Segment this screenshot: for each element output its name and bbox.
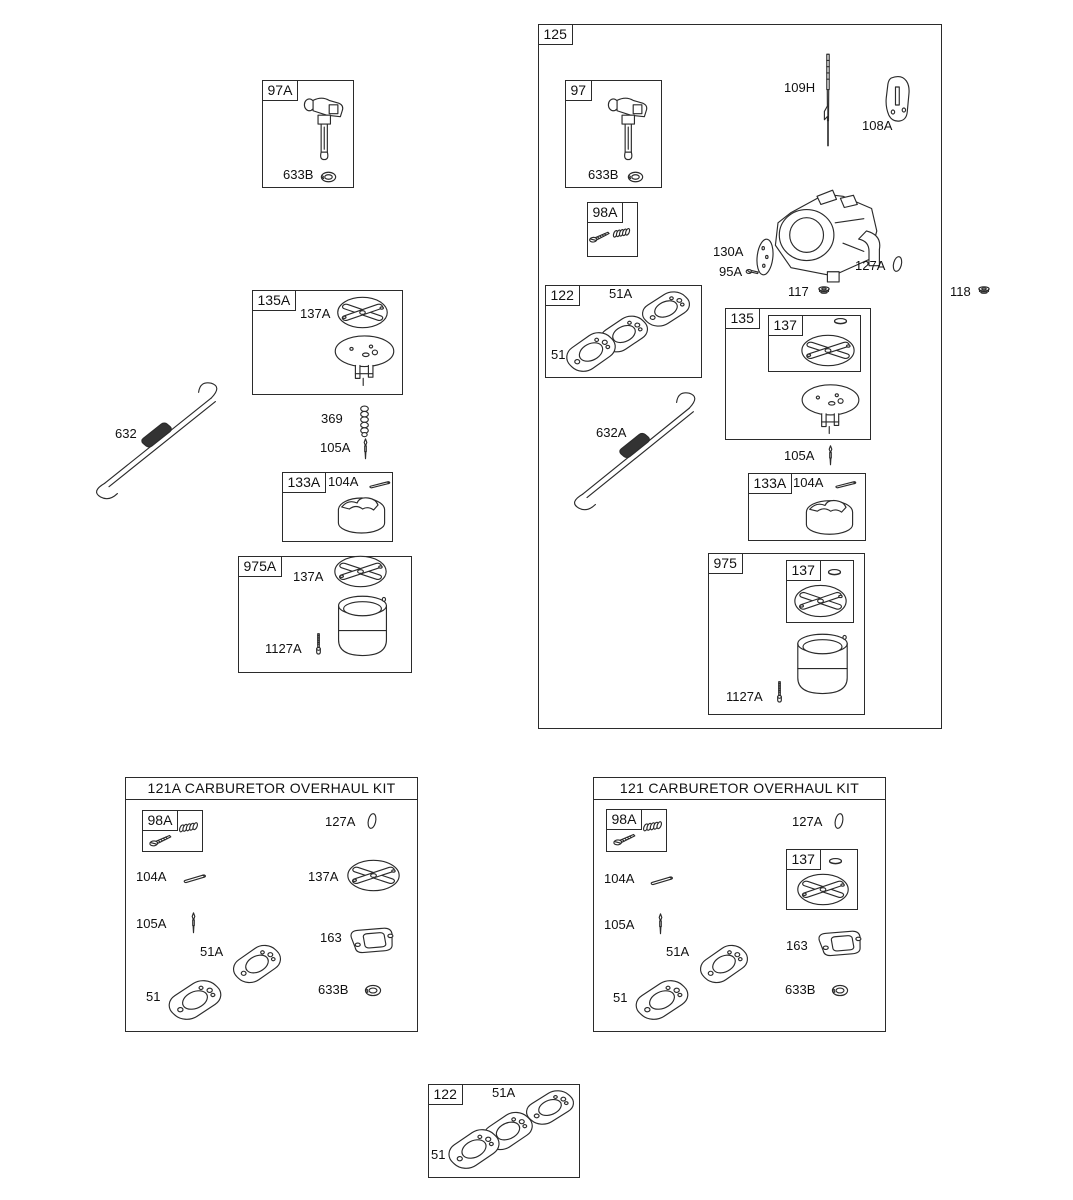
- pin-icon: [647, 871, 677, 891]
- needle-sm-icon: [824, 445, 837, 466]
- part-label-105A: 105A: [136, 916, 167, 931]
- screw-icon: [587, 227, 613, 246]
- part-label-369: 369: [321, 411, 343, 426]
- part-label-51: 51: [551, 347, 566, 362]
- o-ring-flat-icon: [833, 317, 848, 327]
- part-label-104A: 104A: [136, 869, 167, 884]
- part-label-105A: 105A: [320, 440, 351, 455]
- part-label-104A: 104A: [328, 474, 359, 489]
- screw-icon: [611, 829, 639, 849]
- gasket-icon: [560, 326, 622, 378]
- part-label-633B: 633B: [283, 167, 314, 182]
- part-label-163: 163: [320, 930, 342, 945]
- group-tab-98A: 98A: [142, 810, 179, 831]
- gasket-icon: [162, 974, 228, 1026]
- group-tab-137: 137: [786, 849, 821, 870]
- group-tab-98A: 98A: [587, 202, 624, 223]
- washer-icon: [364, 983, 382, 998]
- part-label-51A: 51A: [609, 286, 633, 301]
- part-label-137A: 137A: [293, 569, 324, 584]
- part-label-1127A: 1127A: [265, 641, 302, 656]
- group-tab-97A: 97A: [262, 80, 299, 101]
- gasket-icon: [442, 1123, 506, 1175]
- float-icon: [799, 379, 862, 437]
- needle-sm-icon: [359, 438, 372, 460]
- pin-icon: [180, 869, 210, 889]
- part-label-51A: 51A: [200, 944, 224, 959]
- group-tab-133A: 133A: [282, 472, 327, 493]
- part-label-127A: 127A: [855, 258, 886, 273]
- spring-sm-icon: [612, 225, 631, 242]
- part-label-51: 51: [146, 989, 161, 1004]
- group-tab-97: 97: [565, 80, 593, 101]
- gasket-cross-icon: [792, 582, 849, 620]
- kit-title: 121 CARBURETOR OVERHAUL KIT: [594, 778, 885, 800]
- group-tab-98A: 98A: [606, 809, 643, 830]
- group-tab-975A: 975A: [238, 556, 283, 577]
- gasket-cross-icon: [335, 294, 390, 331]
- o-ring-flat-icon: [827, 568, 842, 578]
- gasket-icon: [629, 974, 695, 1026]
- rod-icon: [566, 392, 706, 508]
- gasket-cross-icon: [795, 871, 851, 908]
- group-tab-125: 125: [538, 24, 573, 45]
- kit-title: 121A CARBURETOR OVERHAUL KIT: [126, 778, 417, 800]
- gasket-sq-icon: [349, 923, 399, 957]
- part-label-118: 118: [950, 284, 971, 299]
- gasket-cross-icon: [799, 332, 857, 369]
- part-label-51A: 51A: [666, 944, 690, 959]
- bowl-icon: [331, 590, 394, 668]
- part-label-127A: 127A: [325, 814, 356, 829]
- float-icon: [332, 330, 397, 389]
- part-label-109H: 109H: [784, 80, 816, 95]
- screw-icon: [147, 830, 175, 850]
- part-label-1127A: 1127A: [726, 689, 763, 704]
- spring-sm-icon: [642, 818, 663, 836]
- group-tab-137: 137: [768, 315, 803, 336]
- part-label-127A: 127A: [792, 814, 823, 829]
- part-label-130A: 130A: [713, 244, 744, 259]
- fuel-valve-icon: [292, 93, 354, 167]
- o-ring-icon: [890, 255, 905, 273]
- part-label-633B: 633B: [588, 167, 619, 182]
- gasket-sq-icon: [817, 926, 867, 960]
- group-tab-122: 122: [428, 1084, 463, 1105]
- gasket-icon: [694, 939, 754, 989]
- gasket-icon: [227, 939, 287, 989]
- part-label-104A: 104A: [793, 475, 824, 490]
- washer-icon: [320, 170, 337, 184]
- pin-icon: [832, 477, 860, 493]
- part-label-108A: 108A: [862, 118, 893, 133]
- bolt-icon: [773, 680, 786, 709]
- group-tab-133A: 133A: [748, 473, 793, 494]
- washer-icon: [831, 983, 849, 998]
- part-label-105A: 105A: [784, 448, 815, 463]
- part-label-105A: 105A: [604, 917, 635, 932]
- group-tab-135A: 135A: [252, 290, 297, 311]
- part-label-632: 632: [115, 426, 137, 441]
- gasket-cross-icon: [345, 857, 402, 894]
- part-label-137A: 137A: [300, 306, 331, 321]
- part-label-104A: 104A: [604, 871, 635, 886]
- part-label-51: 51: [431, 1147, 446, 1162]
- gasket-cross-icon: [332, 553, 389, 590]
- needle-sm-icon: [654, 913, 667, 935]
- plug-icon: [816, 285, 832, 300]
- part-label-137A: 137A: [308, 869, 339, 884]
- part-label-633B: 633B: [785, 982, 816, 997]
- part-label-51: 51: [613, 990, 628, 1005]
- plug-icon: [976, 285, 992, 300]
- group-tab-122: 122: [545, 285, 580, 306]
- o-ring-icon: [832, 812, 846, 830]
- spring-v-icon: [355, 404, 374, 438]
- o-ring-icon: [365, 812, 379, 830]
- float-cup-icon: [802, 492, 857, 540]
- needle-sm-icon: [187, 912, 200, 934]
- float-cup-icon: [334, 489, 389, 539]
- part-label-163: 163: [786, 938, 808, 953]
- rod-icon: [88, 382, 228, 497]
- o-ring-flat-icon: [828, 857, 843, 867]
- group-tab-975: 975: [708, 553, 743, 574]
- part-label-632A: 632A: [596, 425, 627, 440]
- screw-sm-icon: [745, 265, 760, 278]
- bolt-icon: [312, 632, 325, 661]
- part-label-633B: 633B: [318, 982, 349, 997]
- part-label-95A: 95A: [719, 264, 743, 279]
- group-tab-135: 135: [725, 308, 760, 329]
- bowl-icon: [790, 628, 855, 706]
- spring-sm-icon: [178, 819, 199, 837]
- part-label-117: 117: [788, 284, 809, 299]
- needle-long-icon: [816, 48, 840, 152]
- washer-icon: [627, 170, 644, 184]
- part-label-51A: 51A: [492, 1085, 516, 1100]
- group-tab-137: 137: [786, 560, 821, 581]
- fuel-valve-icon: [596, 93, 658, 167]
